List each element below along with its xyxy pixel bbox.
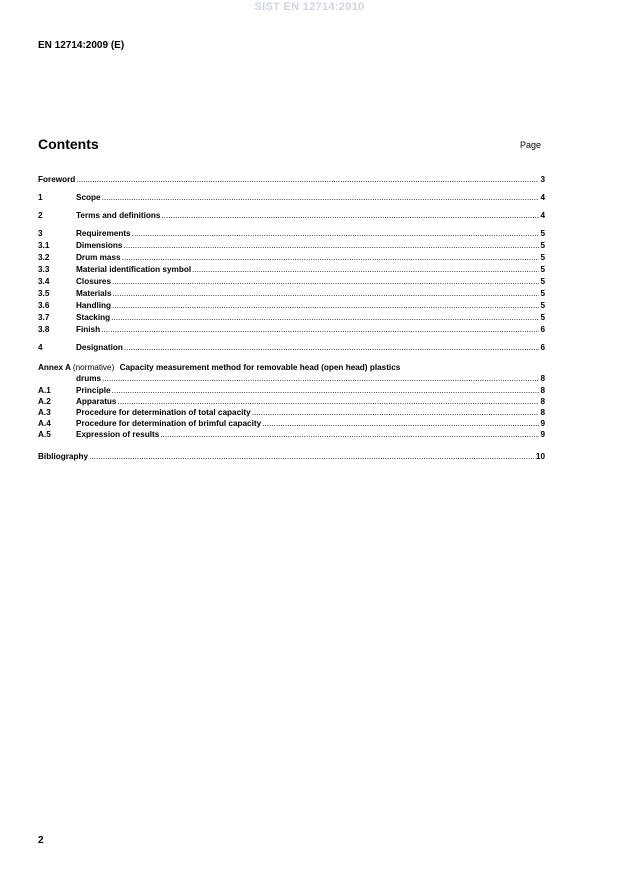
toc-entry-page: 6 (540, 325, 545, 334)
toc-entry-number: A.3 (38, 408, 51, 417)
toc-entry-1[interactable] (38, 193, 545, 203)
toc-entry-page: 8 (540, 374, 545, 383)
page-column-label: Page (520, 140, 542, 150)
toc-entry-3-2[interactable] (38, 253, 545, 263)
toc-entry-page: 3 (540, 175, 545, 184)
toc-leader (112, 301, 539, 311)
toc-entry-page: 9 (540, 430, 545, 439)
annex-title-line2: drums (76, 374, 102, 383)
toc-entry-number: 3.2 (38, 253, 50, 262)
annex-qualifier: (normative) (72, 363, 115, 372)
watermark: SIST EN 12714:2010 (254, 1, 365, 13)
toc-entry-3-8[interactable] (38, 325, 545, 335)
toc-entry-a-1[interactable] (38, 386, 545, 396)
toc-entry-3-7[interactable] (38, 313, 545, 323)
toc-leader (123, 241, 539, 251)
toc-entry-3-6[interactable] (38, 301, 545, 311)
toc-leader (252, 408, 540, 418)
toc-entry-number: A.5 (38, 430, 51, 439)
toc-entry-page: 4 (540, 193, 545, 202)
toc-entry-number: 3.3 (38, 265, 50, 274)
toc-entry-a-5[interactable] (38, 430, 545, 440)
toc-entry-page: 5 (540, 253, 545, 262)
toc-annex-a-heading-cont[interactable] (38, 374, 545, 384)
toc-leader (89, 452, 535, 462)
toc-entry-page: 8 (540, 386, 545, 395)
toc-entry-title: Dimensions (76, 241, 123, 250)
toc-entry-3[interactable] (38, 229, 545, 239)
toc-entry-foreword[interactable] (38, 175, 545, 185)
toc-entry-title: Scope (76, 193, 101, 202)
toc-entry-page: 5 (540, 241, 545, 250)
toc-entry-number: 1 (38, 193, 43, 202)
toc-entry-title: Expression of results (76, 430, 160, 439)
toc-entry-page: 6 (540, 343, 545, 352)
toc-entry-title: Bibliography (38, 452, 89, 461)
toc-entry-title: Closures (76, 277, 112, 286)
toc-entry-4[interactable] (38, 343, 545, 353)
page-number: 2 (38, 835, 44, 846)
toc-entry-title: Stacking (76, 313, 111, 322)
toc-leader (102, 193, 540, 203)
toc-entry-title: Finish (76, 325, 101, 334)
toc-entry-number: A.4 (38, 419, 51, 428)
toc-entry-page: 5 (540, 301, 545, 310)
toc-entry-number: 3.8 (38, 325, 50, 334)
toc-entry-title: Principle (76, 386, 111, 395)
toc-entry-bibliography[interactable] (38, 452, 545, 462)
toc-leader (112, 277, 539, 287)
toc-entry-title: Foreword (38, 175, 76, 184)
toc-entry-3-4[interactable] (38, 277, 545, 287)
toc-leader (112, 386, 540, 396)
toc-entry-a-4[interactable] (38, 419, 545, 429)
toc-entry-number: 3 (38, 229, 43, 238)
toc-leader (113, 289, 540, 299)
annex-title-line1: Capacity measurement method for removable head (open head) plastics (119, 363, 401, 372)
toc-entry-page: 4 (540, 211, 545, 220)
toc-entry-a-3[interactable] (38, 408, 545, 418)
toc-entry-a-2[interactable] (38, 397, 545, 407)
toc-annex-a-heading[interactable] (38, 363, 545, 373)
toc-entry-title: Procedure for determination of brimful capacity (76, 419, 262, 428)
toc-entry-page: 5 (540, 289, 545, 298)
toc-entry-title: Apparatus (76, 397, 117, 406)
document-id: EN 12714:2009 (E) (38, 40, 125, 51)
toc-entry-page: 9 (540, 419, 545, 428)
toc-leader (118, 397, 540, 407)
toc-entry-number: 3.6 (38, 301, 50, 310)
toc-entry-3-1[interactable] (38, 241, 545, 251)
toc-entry-title: Requirements (76, 229, 131, 238)
toc-leader (192, 265, 539, 275)
toc-leader (111, 313, 539, 323)
toc-leader (76, 175, 539, 185)
toc-entry-number: 2 (38, 211, 43, 220)
toc-entry-number: A.2 (38, 397, 51, 406)
toc-entry-page: 5 (540, 229, 545, 238)
toc-entry-page: 8 (540, 397, 545, 406)
toc-entry-title: Materials (76, 289, 112, 298)
toc-entry-2[interactable] (38, 211, 545, 221)
toc-entry-title: Material identification symbol (76, 265, 192, 274)
toc-leader (161, 211, 539, 221)
toc-entry-number: A.1 (38, 386, 51, 395)
toc-leader (132, 229, 540, 239)
toc-entry-page: 10 (535, 452, 545, 461)
toc-entry-number: 3.7 (38, 313, 50, 322)
toc-leader (101, 325, 539, 335)
toc-entry-number: 3.4 (38, 277, 50, 286)
toc-leader (262, 419, 539, 429)
toc-entry-page: 5 (540, 265, 545, 274)
toc-entry-title: Terms and definitions (76, 211, 161, 220)
toc-entry-3-3[interactable] (38, 265, 545, 275)
toc-leader (160, 430, 539, 440)
toc-entry-number: 4 (38, 343, 43, 352)
toc-entry-page: 8 (540, 408, 545, 417)
toc-entry-title: Handling (76, 301, 112, 310)
toc-entry-3-5[interactable] (38, 289, 545, 299)
toc-entry-page: 5 (540, 313, 545, 322)
toc-leader (102, 374, 539, 384)
toc-entry-title: Designation (76, 343, 123, 352)
toc-entry-number: 3.5 (38, 289, 50, 298)
toc-entry-title: Drum mass (76, 253, 121, 262)
toc-leader (124, 343, 540, 353)
toc-leader (122, 253, 540, 263)
annex-label: Annex A (38, 363, 71, 372)
toc-entry-title: Procedure for determination of total capacity (76, 408, 251, 417)
contents-heading: Contents (38, 136, 99, 152)
toc-entry-number: 3.1 (38, 241, 50, 250)
toc-entry-page: 5 (540, 277, 545, 286)
